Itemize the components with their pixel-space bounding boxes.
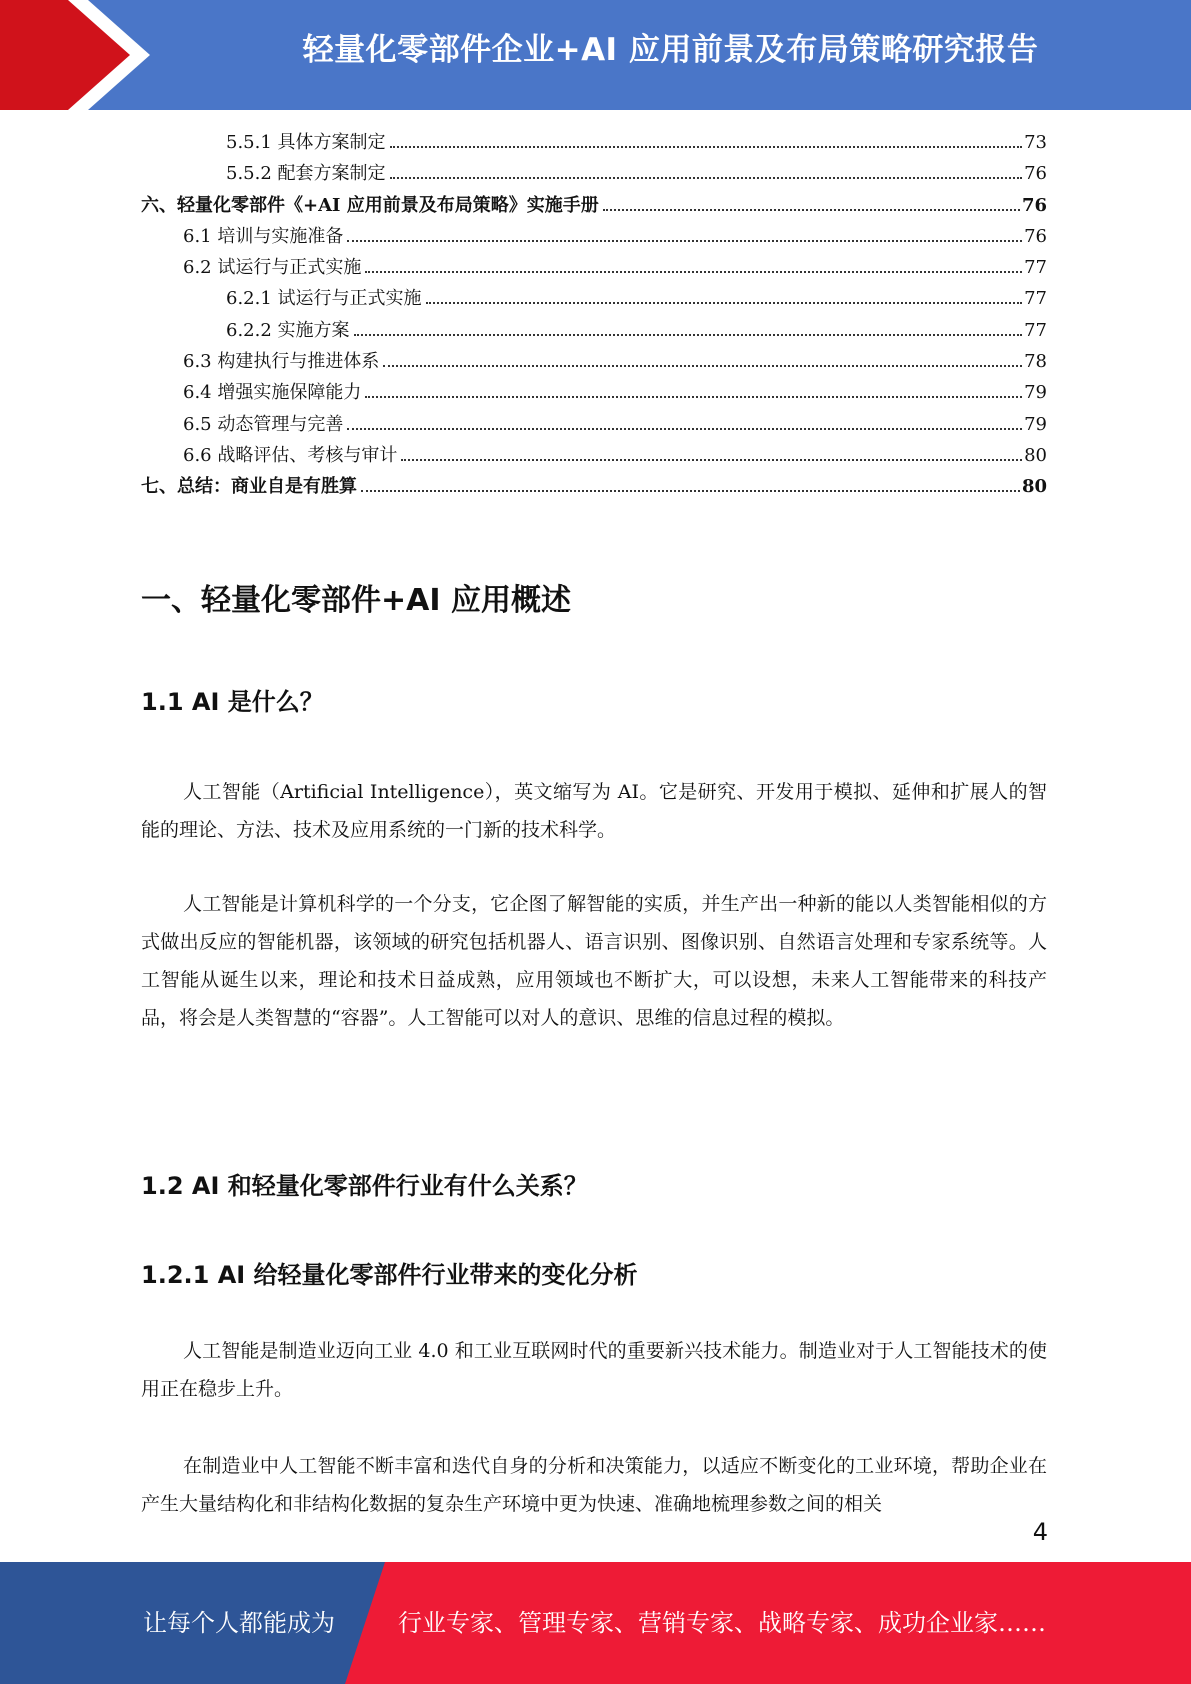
toc-leader-dots [390,177,1023,179]
toc-entry-page: 80 [1024,444,1047,466]
toc-entry[interactable] [141,316,1047,347]
toc-entry-page: 76 [1021,194,1047,216]
paragraph-industry-4: 人工智能是制造业迈向工业 4.0 和工业互联网时代的重要新兴技术能力。制造业对于人工智能技术的使用正在稳步上升。 [141,1340,1047,1400]
footer-slogan-right: 行业专家、管理专家、营销专家、战略专家、成功企业家…… [398,1609,1046,1637]
toc-entry[interactable] [141,284,1047,315]
subsection-heading-1-1: 1.1 AI 是什么？ [141,688,324,716]
toc-leader-dots [401,459,1022,461]
toc-entry[interactable] [141,472,1047,503]
paragraph-ai-definition: 人工智能（Artificial Intelligence），英文缩写为 AI。它是研究、开发用于模拟、延伸和扩展人的智能的理论、方法、技术及应用系统的一门新的技术科学。 [141,781,1047,841]
toc-leader-dots [354,334,1023,336]
toc-entry[interactable] [141,191,1047,222]
toc-entry-page: 79 [1024,382,1047,404]
toc-entry-page: 76 [1024,163,1047,185]
paragraph-ai-branch: 人工智能是计算机科学的一个分支，它企图了解智能的实质，并生产出一种新的能以人类智能相似的方式做出反应的智能机器，该领域的研究包括机器人、语言识别、图像识别、自然语言处理和专家系统等。人工智能从诞生以来，理论和技术日益成熟，应用领域也不断扩大，可以设想，未来人工智能带来的科技产品，将会是人类智慧的“容器”。人工智能可以对人的意识、思维的信息过程的模拟。 [141,893,1047,1029]
toc-entry-label: 6.6 战略评估、考核与审计 [183,444,398,466]
toc-entry[interactable] [141,347,1047,378]
toc-entry-label: 6.2.2 实施方案 [226,319,350,341]
toc-leader-dots [365,271,1022,273]
toc-leader-dots [361,490,1020,492]
toc-entry-label: 6.4 增强实施保障能力 [183,382,362,404]
header-title: 轻量化零部件企业+AI 应用前景及布局策略研究报告 [302,32,1039,68]
toc-entry-label: 七、总结：商业自是有胜算 [141,476,357,498]
toc-entry[interactable] [141,378,1047,409]
toc-entry[interactable] [141,441,1047,472]
table-of-contents [141,128,1047,504]
page-footer [0,1562,1191,1684]
toc-leader-dots [603,209,1020,211]
header-arrow-decoration [0,0,160,110]
toc-entry-page: 77 [1024,288,1047,310]
subsection-heading-1-2: 1.2 AI 和轻量化零部件行业有什么关系？ [141,1172,588,1200]
toc-entry-page: 77 [1024,319,1047,341]
page-number: 4 [1032,1518,1048,1546]
toc-entry-label: 6.5 动态管理与完善 [183,413,344,435]
toc-entry[interactable] [141,410,1047,441]
toc-entry-label: 6.3 构建执行与推进体系 [183,351,380,373]
toc-leader-dots [347,428,1022,430]
toc-leader-dots [347,240,1022,242]
subsection-heading-1-2-1: 1.2.1 AI 给轻量化零部件行业带来的变化分析 [141,1261,638,1289]
toc-entry-page: 78 [1024,351,1047,373]
toc-leader-dots [365,396,1022,398]
toc-entry-page: 73 [1024,132,1047,153]
toc-entry-label: 6.1 培训与实施准备 [183,225,344,247]
toc-entry-label: 6.2 试运行与正式实施 [183,257,362,279]
paragraph-manufacturing-ai: 在制造业中人工智能不断丰富和迭代自身的分析和决策能力，以适应不断变化的工业环境，帮助企业在产生大量结构化和非结构化数据的复杂生产环境中更为快速、准确地梳理参数之间的相关 [141,1455,1047,1515]
toc-entry-label: 六、轻量化零部件《+AI 应用前景及布局策略》实施手册 [141,194,599,216]
toc-entry[interactable] [141,253,1047,284]
toc-entry[interactable] [141,222,1047,253]
toc-leader-dots [390,146,1023,148]
footer-slogan-left: 让每个人都能成为 [143,1609,335,1637]
toc-entry-label: 6.2.1 试运行与正式实施 [226,288,422,310]
toc-entry-label: 5.5.2 配套方案制定 [226,163,386,185]
section-heading-1: 一、轻量化零部件+AI 应用概述 [141,583,571,618]
toc-entry-label: 5.5.1 具体方案制定 [226,132,386,153]
toc-leader-dots [383,365,1022,367]
page-header [0,0,1191,110]
toc-entry-page: 80 [1021,476,1047,498]
toc-entry-page: 76 [1024,225,1047,247]
toc-entry-page: 79 [1024,413,1047,435]
toc-entry[interactable] [141,128,1047,159]
toc-entry[interactable] [141,159,1047,190]
toc-leader-dots [426,302,1023,304]
toc-entry-page: 77 [1024,257,1047,279]
